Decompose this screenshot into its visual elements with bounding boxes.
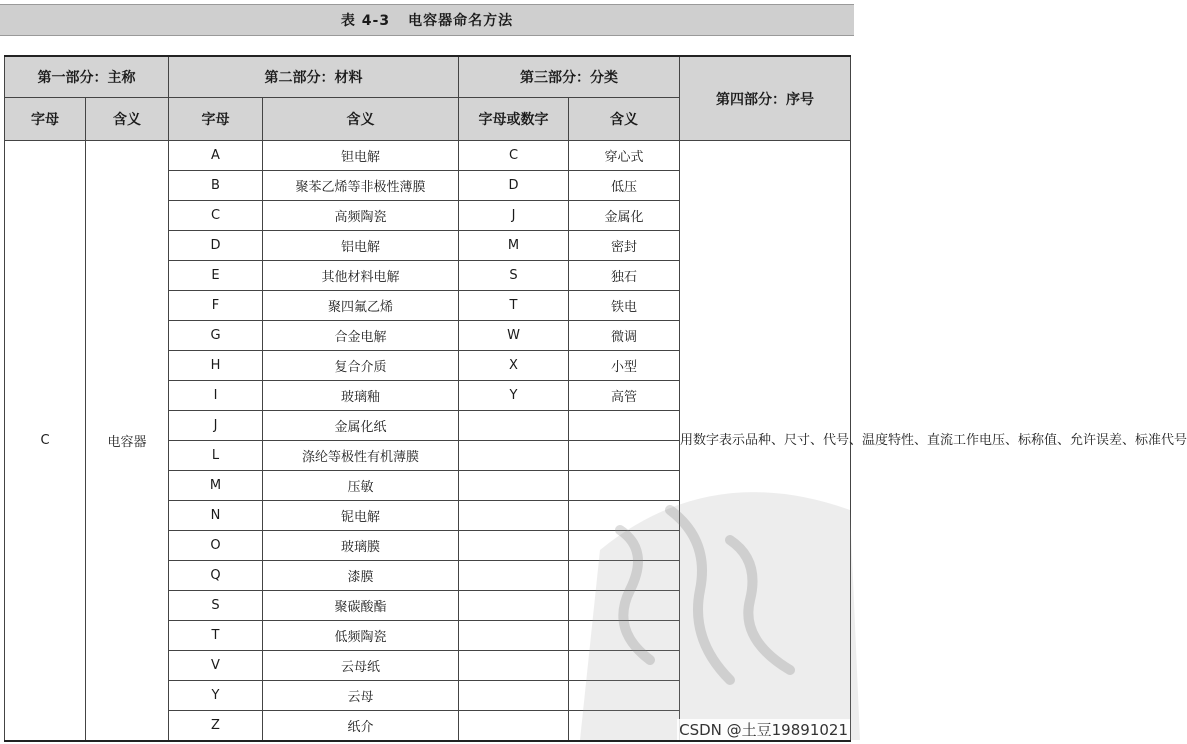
material-meaning-cell: 金属化纸 [263,411,459,441]
class-code-cell: D [459,171,569,201]
material-meaning-cell: 复合介质 [263,351,459,381]
material-meaning-cell: 压敏 [263,471,459,501]
header-part3: 第三部分：分类 [459,56,680,98]
class-meaning-cell [569,711,680,742]
table-number: 表 4-3 [340,13,391,29]
class-meaning-cell [569,531,680,561]
class-code-cell: C [459,141,569,171]
material-letter-cell: Q [169,561,263,591]
class-code-cell: X [459,351,569,381]
material-letter-cell: N [169,501,263,531]
material-letter-cell: V [169,651,263,681]
material-meaning-cell: 聚碳酸酯 [263,591,459,621]
material-meaning-cell: 低频陶瓷 [263,621,459,651]
material-meaning-cell: 涤纶等极性有机薄膜 [263,441,459,471]
class-code-cell [459,711,569,742]
class-meaning-cell [569,621,680,651]
header-part1-meaning: 含义 [86,98,169,141]
header-part2-meaning: 含义 [263,98,459,141]
material-meaning-cell: 聚苯乙烯等非极性薄膜 [263,171,459,201]
class-code-cell: M [459,231,569,261]
header-part2: 第二部分：材料 [169,56,459,98]
class-meaning-cell: 独石 [569,261,680,291]
material-letter-cell: M [169,471,263,501]
class-code-cell: J [459,201,569,231]
material-letter-cell: H [169,351,263,381]
material-meaning-cell: 铝电解 [263,231,459,261]
table-title-bar [0,4,854,36]
material-letter-cell: Z [169,711,263,742]
header-part1-letter: 字母 [5,98,86,141]
class-meaning-cell: 小型 [569,351,680,381]
class-code-cell [459,441,569,471]
material-letter-cell: E [169,261,263,291]
table-title: 电容器命名方法 [408,13,514,29]
material-letter-cell: D [169,231,263,261]
class-code-cell [459,681,569,711]
material-letter-cell: L [169,441,263,471]
class-meaning-cell: 密封 [569,231,680,261]
main-letter-cell: C [5,141,86,742]
class-meaning-cell: 微调 [569,321,680,351]
material-meaning-cell: 钽电解 [263,141,459,171]
table-row [5,141,851,171]
class-meaning-cell: 金属化 [569,201,680,231]
class-meaning-cell: 铁电 [569,291,680,321]
material-letter-cell: Y [169,681,263,711]
material-letter-cell: F [169,291,263,321]
material-letter-cell: T [169,621,263,651]
material-letter-cell: O [169,531,263,561]
class-meaning-cell [569,411,680,441]
material-letter-cell: J [169,411,263,441]
class-code-cell: Y [459,381,569,411]
class-code-cell [459,531,569,561]
class-code-cell [459,591,569,621]
class-meaning-cell [569,561,680,591]
header-part1: 第一部分：主称 [5,56,169,98]
class-code-cell: S [459,261,569,291]
material-meaning-cell: 合金电解 [263,321,459,351]
material-meaning-cell: 云母纸 [263,651,459,681]
material-meaning-cell: 铌电解 [263,501,459,531]
class-code-cell: W [459,321,569,351]
header-part4: 第四部分：序号 [680,56,851,141]
table-body [5,141,1187,742]
main-meaning-cell: 电容器 [86,141,169,742]
class-code-cell [459,561,569,591]
material-letter-cell: G [169,321,263,351]
serial-description-cell: 用数字表示品种、尺寸、代号、温度特性、直流工作电压、标称值、允许误差、标准代号 [680,141,851,742]
class-code-cell [459,621,569,651]
material-letter-cell: I [169,381,263,411]
material-letter-cell: A [169,141,263,171]
class-meaning-cell [569,471,680,501]
material-letter-cell: B [169,171,263,201]
class-meaning-cell [569,681,680,711]
material-meaning-cell: 玻璃膜 [263,531,459,561]
header-part2-letter: 字母 [169,98,263,141]
material-meaning-cell: 云母 [263,681,459,711]
class-meaning-cell: 低压 [569,171,680,201]
class-meaning-cell [569,441,680,471]
class-meaning-cell [569,651,680,681]
material-meaning-cell: 高频陶瓷 [263,201,459,231]
class-code-cell [459,501,569,531]
class-meaning-cell [569,501,680,531]
header-part3-meaning: 含义 [569,98,680,141]
material-meaning-cell: 其他材料电解 [263,261,459,291]
class-code-cell [459,651,569,681]
class-meaning-cell [569,591,680,621]
class-meaning-cell: 高管 [569,381,680,411]
class-code-cell: T [459,291,569,321]
capacitor-naming-table [4,55,1187,742]
material-meaning-cell: 漆膜 [263,561,459,591]
class-meaning-cell: 穿心式 [569,141,680,171]
material-letter-cell: S [169,591,263,621]
material-meaning-cell: 聚四氟乙烯 [263,291,459,321]
material-letter-cell: C [169,201,263,231]
csdn-watermark: CSDN @土豆19891021 [679,721,848,739]
material-meaning-cell: 纸介 [263,711,459,742]
class-code-cell [459,471,569,501]
header-part3-code: 字母或数字 [459,98,569,141]
material-meaning-cell: 玻璃釉 [263,381,459,411]
class-code-cell [459,411,569,441]
